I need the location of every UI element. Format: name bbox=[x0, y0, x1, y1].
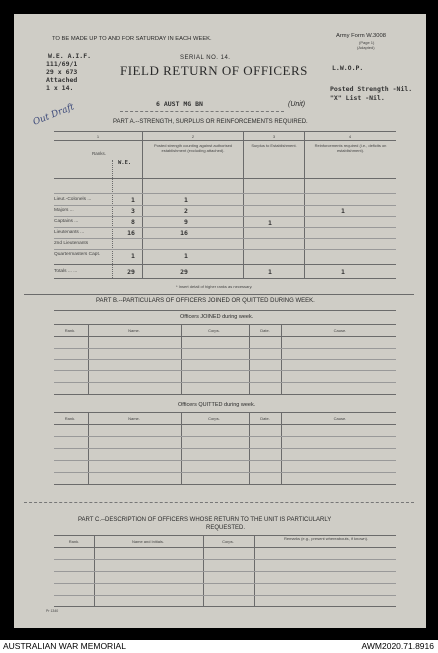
rank-label: Lieutenants ... bbox=[54, 230, 85, 235]
part-b-title: PART B.--PARTICULARS OF OFFICERS JOINED OR QUITTED DURING WEEK. bbox=[96, 298, 315, 304]
part-c-title-2: REQUESTED. bbox=[206, 525, 246, 531]
archive-footer bbox=[0, 640, 438, 653]
unit-value: 6 AUST MG BN bbox=[156, 100, 203, 108]
joined-heading: Officers JOINED during week. bbox=[180, 314, 254, 320]
c-col-remarks: Remarks (e.g., present whereabouts, if known). bbox=[283, 536, 369, 541]
col-header-corps: Corps. bbox=[208, 416, 220, 421]
unit-line-4: Attached bbox=[46, 76, 78, 84]
col-num-1: 1 bbox=[96, 134, 100, 139]
posted-value: 9 bbox=[184, 218, 188, 226]
unit-label: (Unit) bbox=[288, 101, 306, 108]
x-list: "X" List -Nil. bbox=[330, 94, 385, 102]
rank-label: Majors ... bbox=[54, 208, 74, 213]
col-header-posted: Posted strength counting against authorised establishment (excluding attached). bbox=[153, 143, 233, 153]
col-header-date: Date. bbox=[260, 328, 270, 333]
we-value: 16 bbox=[127, 229, 135, 237]
part-a-title: PART A.--STRENGTH, SURPLUS OR REINFORCEMENTS REQUIRED. bbox=[113, 119, 308, 125]
we-value: 8 bbox=[131, 218, 135, 226]
unit-line-1: W.E. A.I.F. bbox=[48, 52, 92, 60]
rank-label: Lieut.-Colonels ... bbox=[54, 197, 92, 202]
reinf-value: 1 bbox=[341, 207, 345, 215]
footer-accession: AWM2020.71.8916 bbox=[361, 641, 434, 651]
total-posted: 29 bbox=[180, 268, 188, 276]
surplus-value: 1 bbox=[268, 219, 272, 227]
we-value: 1 bbox=[131, 196, 135, 204]
printer-code: Pr 1340 bbox=[46, 609, 59, 613]
posted-value: 16 bbox=[180, 229, 188, 237]
notice-text: TO BE MADE UP TO AND FOR SATURDAY IN EACH WEEK. bbox=[52, 36, 212, 42]
handwritten-annotation: Out Draft bbox=[31, 102, 76, 128]
unit-line-5: 1 x 14. bbox=[46, 84, 74, 92]
col-header-cause: Cause. bbox=[333, 416, 347, 421]
rank-label: 2nd Lieutenants bbox=[54, 241, 89, 246]
we-value: 3 bbox=[131, 207, 135, 215]
col-header-reinforcements: Reinforcements required (i.e., deficits on establishment). bbox=[314, 143, 387, 153]
totals-label: Totals ... ... bbox=[54, 269, 78, 274]
col-header-cause: Cause. bbox=[333, 328, 347, 333]
army-form-page: (Page 1) bbox=[359, 40, 375, 45]
c-col-corps: Corps. bbox=[222, 539, 234, 544]
col-header-rank: Rank. bbox=[64, 328, 76, 333]
col-header-surplus: Surplus to Establishment. bbox=[251, 143, 297, 148]
posted-value: 1 bbox=[184, 252, 188, 260]
c-col-name: Name and Initials. bbox=[131, 539, 165, 544]
unit-line-2: 111/69/1 bbox=[46, 60, 78, 68]
col-num-3: 3 bbox=[272, 134, 276, 139]
posted-value: 1 bbox=[184, 196, 188, 204]
quitted-heading: Officers QUITTED during week. bbox=[178, 402, 256, 408]
army-form-label: Army Form W.3008 bbox=[336, 33, 386, 39]
we-value: 1 bbox=[131, 252, 135, 260]
posted-strength: Posted Strength -Nil. bbox=[330, 85, 413, 93]
col-header-name: Name. bbox=[128, 416, 140, 421]
army-form-adapted: (Adapted) bbox=[357, 45, 375, 50]
col-header-rank: Rank. bbox=[64, 416, 76, 421]
page-title: FIELD RETURN OF OFFICERS bbox=[120, 63, 308, 78]
total-surplus: 1 bbox=[268, 268, 272, 276]
footer-source: AUSTRALIAN WAR MEMORIAL bbox=[3, 641, 126, 651]
rank-label: Captains ... bbox=[54, 219, 79, 224]
rank-label: Quartermasters Capt. bbox=[54, 252, 101, 257]
col-num-4: 4 bbox=[348, 134, 352, 139]
col-header-name: Name. bbox=[128, 328, 140, 333]
unit-line-3: 29 x 673 bbox=[46, 68, 78, 76]
col-header-corps: Corps. bbox=[208, 328, 220, 333]
col-num-2: 2 bbox=[191, 134, 195, 139]
total-we: 29 bbox=[127, 268, 135, 276]
col-header-ranks: Ranks. bbox=[92, 151, 107, 156]
c-col-rank: Rank. bbox=[68, 539, 80, 544]
col-header-date: Date. bbox=[260, 416, 270, 421]
footnote: * Insert detail of higher ranks as necessary. bbox=[176, 284, 253, 289]
part-c-title-1: PART C.--DESCRIPTION OF OFFICERS WHOSE RETURN TO THE UNIT IS PARTICULARLY bbox=[78, 517, 332, 523]
serial-number: SERIAL NO. 14. bbox=[180, 55, 231, 61]
col-header-we: W.E. bbox=[118, 160, 132, 166]
total-reinf: 1 bbox=[341, 268, 345, 276]
unit-code: L.W.O.P. bbox=[332, 64, 364, 72]
posted-value: 2 bbox=[184, 207, 188, 215]
